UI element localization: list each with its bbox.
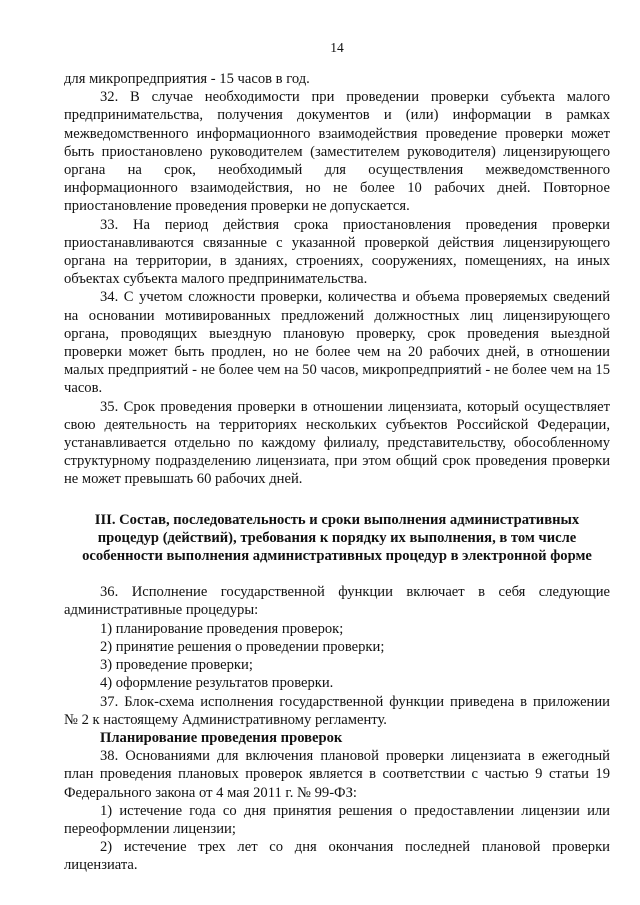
paragraph: 37. Блок-схема исполнения государственной функции приведена в приложении № 2 к настоящему Административному регламенту.: [64, 693, 610, 728]
list-item: 3) проведение проверки;: [100, 657, 253, 674]
list-item: 2) истечение трех лет со дня окончания последней плановой проверки лицензиата.: [64, 839, 610, 874]
list-item: 1) планирование проведения проверок;: [100, 620, 344, 637]
paragraph: 35. Срок проведения проверки в отношении лицензиата, который осуществляет свою деятельность на территориях нескольких субъектов Российской Федерации, устанавливается отдельно по каждому филиалу, представительству, обособленному структурному подразделению лицензиата, при этом общий срок проведения проверки не может превышать 60 рабочих дней.: [64, 398, 610, 488]
list-item: 4) оформление результатов проверки.: [100, 675, 334, 692]
paragraph: 36. Исполнение государственной функции включает в себя следующие административные процедуры:: [64, 584, 610, 619]
paragraph: 38. Основаниями для включения плановой проверки лицензиата в ежегодный план проведения плановых проверок является в соответствии с частью 9 статьи 19 Федерального закона от 4 мая 2011 г. № 99-ФЗ:: [64, 748, 610, 801]
paragraph: 32. В случае необходимости при проведении проверки субъекта малого предпринимательства, получения документов и (или) информации в рамках межведомственного информационного взаимодействия проведение проверки может быть приостановлено руководителем (заместителем руководителя) лицензирующего органа на срок, необходимый для осуществления межведомственного информационного взаимодействия, но не более 10 рабочих дней. Повторное приостановление проведения проверки не допускается.: [64, 89, 610, 215]
subsection-heading: Планирование проведения проверок: [100, 729, 343, 746]
paragraph: 33. На период действия срока приостановления проведения проверки приостанавливаются связанные с указанной проверкой действия лицензирующего органа на территории, в зданиях, строениях, сооружениях, помещениях, на иных объектах субъекта малого предпринимательства.: [64, 216, 610, 288]
page-number: 14: [330, 40, 344, 55]
list-item: 1) истечение года со дня принятия решения о предоставлении лицензии или переоформлении лицензии;: [64, 802, 610, 837]
paragraph: 34. С учетом сложности проверки, количества и объема проверяемых сведений на основании мотивированных предложений должностных лиц лицензирующего органа, проводящих выездную плановую проверку, срок проведения выездной проверки может быть продлен, но не более чем на 20 рабочих дней, в отношении малых предприятий - не более чем на 50 часов, микропредприятий - не более чем на 15 часов.: [64, 289, 610, 397]
list-item: 2) принятие решения о проведении проверки;: [100, 638, 385, 655]
paragraph: для микропредприятия - 15 часов в год.: [64, 71, 310, 87]
paragraphs-top: [64, 70, 610, 489]
section-heading: III. Состав, последовательность и сроки выполнения административных процедур (действий), требования к порядку их выполнения, в том числе особенности выполнения административных процедур в электронной форме: [82, 511, 592, 565]
paragraphs-section: [64, 583, 610, 729]
paragraphs-bottom: [64, 747, 610, 874]
